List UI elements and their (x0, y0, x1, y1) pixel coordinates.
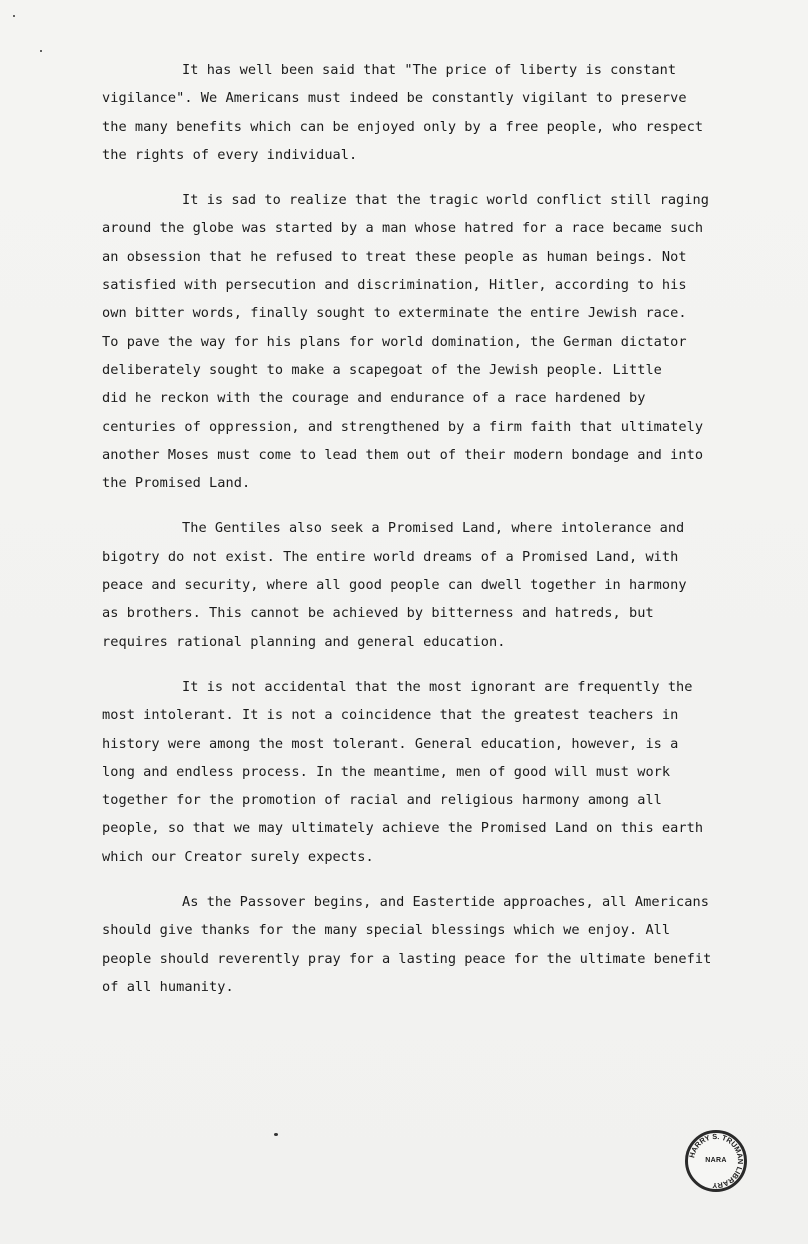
text-line: vigilance". We Americans must indeed be constantly vigilant to preserve (102, 90, 687, 107)
text-line: bigotry do not exist. The entire world dreams of a Promised Land, with (102, 548, 679, 565)
text-line: To pave the way for his plans for world domination, the German dictator (102, 333, 687, 350)
text-line: It is sad to realize that the tragic world conflict still raging (182, 192, 709, 209)
text-line: did he reckon with the courage and endurance of a race hardened by (102, 390, 646, 407)
text-line: It has well been said that "The price of liberty is constant (182, 62, 677, 78)
paper-speck (40, 50, 42, 52)
text-line: people should reverently pray for a lasting peace for the ultimate benefit (102, 950, 712, 967)
text-line: requires rational planning and general education. (102, 633, 506, 650)
text-line: an obsession that he refused to treat these people as human beings. Not (102, 248, 687, 265)
paragraph-4 (102, 673, 702, 871)
text-line: long and endless process. In the meantime, men of good will must work (102, 763, 671, 780)
paragraph-2 (102, 186, 709, 497)
text-line: another Moses must come to lead them out of their modern bondage and into (102, 446, 704, 463)
text-line: the rights of every individual. (102, 146, 358, 163)
archive-stamp (685, 1130, 747, 1192)
stamp-center-text: NARA (705, 1157, 727, 1164)
stamp-ring-text: HARRY S. TRUMAN LIBRARY (687, 1131, 746, 1191)
paper-speck (274, 1133, 278, 1136)
paragraph-5 (102, 888, 712, 1001)
text-line: which our Creator surely expects. (102, 848, 374, 865)
text-line: people, so that we may ultimately achieve the Promised Land on this earth (102, 820, 704, 837)
text-line: the Promised Land. (102, 475, 251, 492)
text-line: The Gentiles also seek a Promised Land, where intolerance and (182, 520, 685, 537)
text-line: around the globe was started by a man whose hatred for a race became such (102, 220, 704, 237)
text-line: together for the promotion of racial and religious harmony among all (102, 792, 662, 809)
text-line: centuries of oppression, and strengthened by a firm faith that ultimately (102, 418, 704, 435)
text-line: As the Passover begins, and Eastertide approaches, all Americans (182, 894, 709, 911)
text-line: of all humanity. (102, 978, 234, 995)
text-line: deliberately sought to make a scapegoat of the Jewish people. Little (102, 361, 662, 378)
paragraph-3 (102, 514, 702, 655)
paper-speck (13, 15, 15, 17)
text-line: as brothers. This cannot be achieved by bitterness and hatreds, but (102, 605, 654, 622)
text-line: should give thanks for the many special blessings which we enjoy. All (102, 922, 671, 939)
text-line: history were among the most tolerant. General education, however, is a (102, 735, 679, 752)
document-body (102, 56, 712, 1018)
text-line: own bitter words, finally sought to exterminate the entire Jewish race. (102, 305, 687, 322)
text-line: peace and security, where all good people can dwell together in harmony (102, 577, 687, 594)
text-line: the many benefits which can be enjoyed only by a free people, who respect (102, 118, 704, 135)
text-line: most intolerant. It is not a coincidence that the greatest teachers in (102, 707, 679, 724)
text-line: satisfied with persecution and discrimination, Hitler, according to his (102, 277, 687, 294)
paragraph-1 (102, 56, 702, 169)
text-line: It is not accidental that the most ignorant are frequently the (182, 678, 693, 695)
